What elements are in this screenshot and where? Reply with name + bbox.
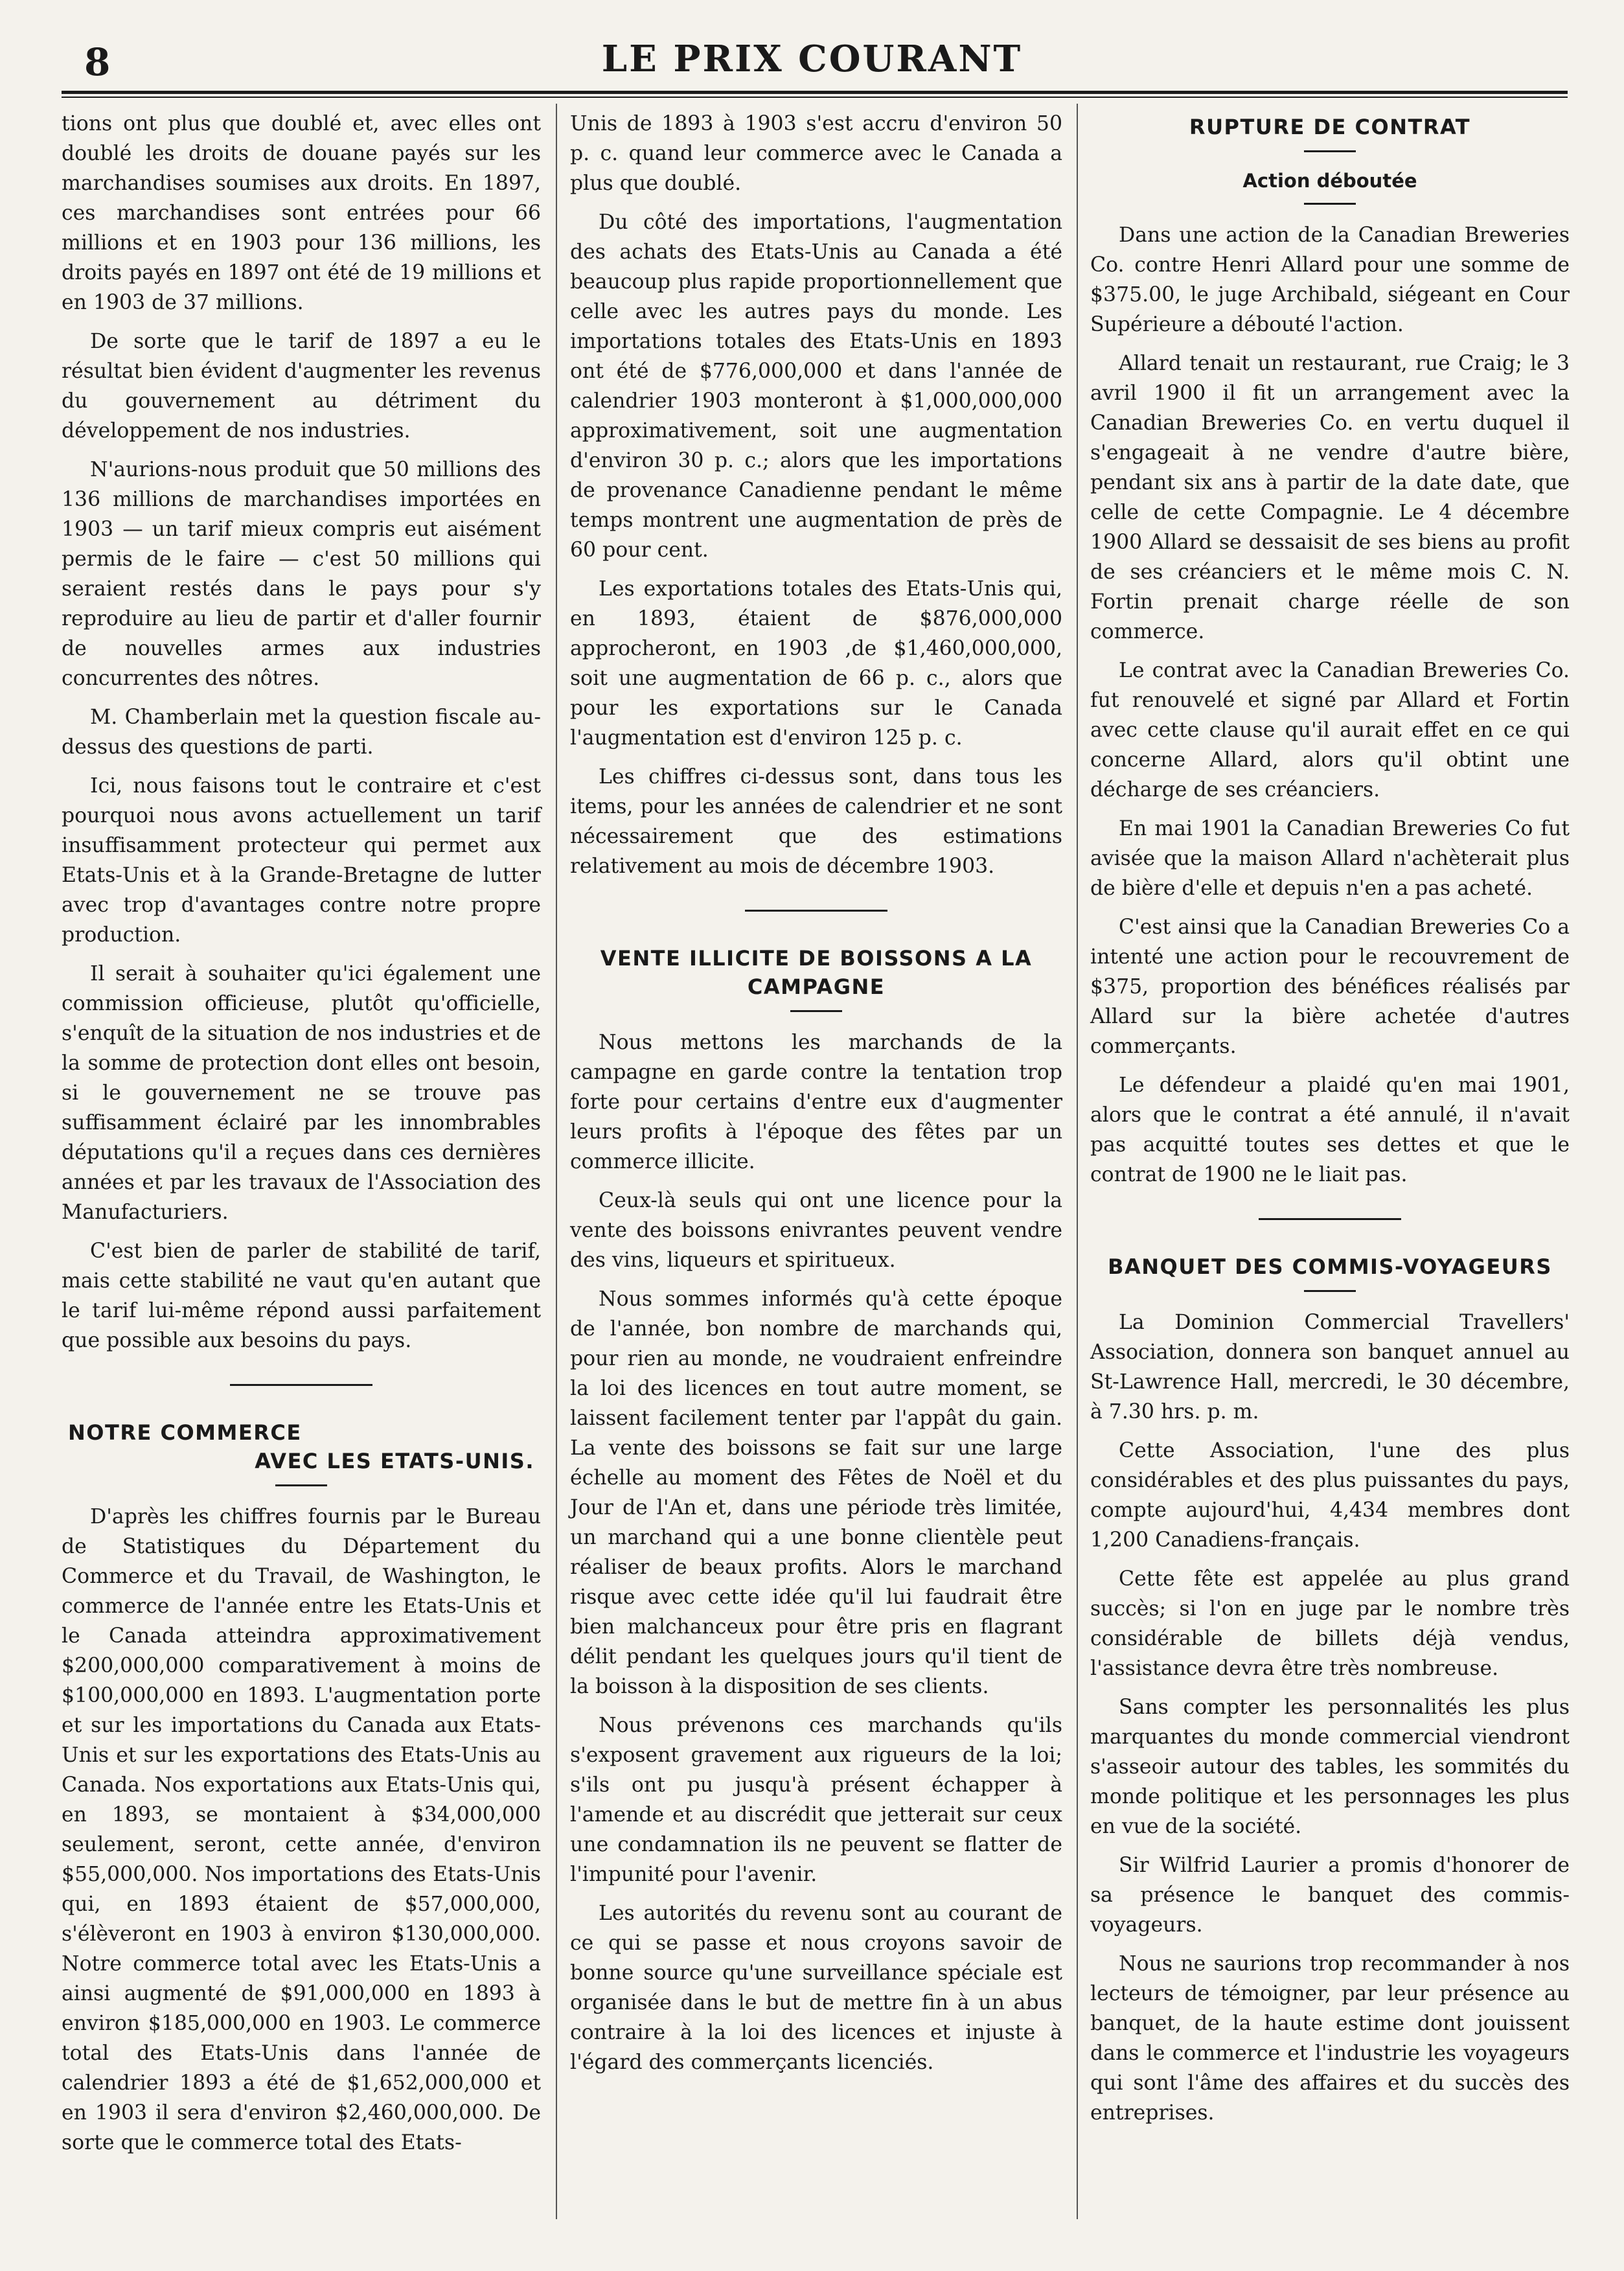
- column-1: [62, 109, 541, 2167]
- paragraph: M. Chamberlain met la question fiscale au-dessus des questions de parti.: [62, 706, 541, 759]
- column-divider: [1077, 104, 1078, 2219]
- page-number: 8: [84, 40, 111, 84]
- paragraph: En mai 1901 la Canadian Breweries Co fut avisée que la maison Allard n'achèterait plus de bière d'elle et depuis n'en a pas acheté.: [1090, 817, 1570, 900]
- masthead-title: LE PRIX COURANT: [601, 38, 1023, 80]
- paragraph: D'après les chiffres fournis par le Bureau de Statistiques du Département du Commerce et du Travail, de Washington, le commerce de l'année entre les Etats-Unis et le Canada atteindra approximativement $200,000,000 comparativement à moins de $100,000,000 en 1893. L'augmentation porte et sur les importations du Canada aux Etats-Unis et sur les exportations des Etats-Unis au Canada. Nos exportations aux Etats-Unis qui, en 1893, se montaient à $34,000,000 seulement, seront, cette année, d'environ $55,000,000. Nos importations des Etats-Unis qui, en 1893 étaient de $57,000,000, s'élèveront en 1903 à environ $130,000,000. Notre commerce total avec les Etats-Unis a ainsi augmenté de $91,000,000 en 1893 à environ $185,000,000 en 1903. Le commerce total des Etats-Unis dans l'année de calendrier 1893 a été de $1,652,000,000 et en 1903 il sera d'environ $2,460,000,000. De sorte que le commerce total des Etats-: [62, 1505, 541, 2154]
- paragraph: Le défendeur a plaidé qu'en mai 1901, alors que le contrat a été annulé, il n'avait pas acquitté toutes ses dettes et que le contrat de 1900 ne le liait pas.: [1090, 1074, 1570, 1186]
- paragraph: Nous sommes informés qu'à cette époque de l'année, bon nombre de marchands qui, pour rien au monde, ne voudraient enfreindre la loi des licences en tout autre moment, se laissent facilement tenter par l'appât du gain. La vente des boissons se fait sur une large échelle au moment des Fêtes de Noël et du Jour de l'An et, dans une période très limitée, un marchand qui a une bonne clientèle peut réaliser de beaux profits. Alors le marchand risque avec cette idée qu'il lui faudrait être bien malchanceux pour être pris en flagrant délit pendant les quelques jours qu'il tient de la boisson à la disposition de ses clients.: [570, 1287, 1062, 1698]
- paragraph: Les exportations totales des Etats-Unis qui, en 1893, étaient de $876,000,000 approcheront, en 1903 ,de $1,460,000,000, soit une augmentation de 66 p. c., alors que pour les exportations sur le Canada l'augmentation est d'environ 125 p. c.: [570, 577, 1062, 750]
- article-heading-line2: AVEC LES ETATS-UNIS.: [255, 1449, 534, 1473]
- article-heading-line1: NOTRE COMMERCE: [68, 1420, 302, 1445]
- header-rule: [62, 91, 1568, 98]
- paragraph: tions ont plus que doublé et, avec elles ont doublé les droits de douane payés sur les marchandises soumises aux droits. En 1897, ces marchandises sont entrées pour 66 millions et en 1903 pour 136 millions, les droits payés en 1897 ont été de 19 millions et en 1903 de 37 millions.: [62, 112, 541, 314]
- article-heading: BANQUET DES COMMIS-VOYAGEURS: [1108, 1254, 1552, 1279]
- column-3: [1090, 109, 1570, 2137]
- paragraph: Le contrat avec la Canadian Breweries Co. fut renouvelé et signé par Allard et Fortin avec cette clause qu'il aurait effet en ce qui concerne Allard, alors qu'il obtint une décharge de ses créanciers.: [1090, 659, 1570, 801]
- article-heading: VENTE ILLICITE DE BOISSONS A LA CAMPAGNE: [600, 946, 1033, 999]
- paragraph: Ici, nous faisons tout le contraire et c'est pourquoi nous avons actuellement un tarif insuffisamment protecteur qui permet aux Etats-Unis et à la Grande-Bretagne de lutter avec trop d'avantages contre notre propre production.: [62, 774, 541, 947]
- section-divider: [230, 1384, 372, 1386]
- section-divider: [1259, 1218, 1401, 1220]
- article-heading: RUPTURE DE CONTRAT: [1189, 115, 1471, 139]
- column-2: [570, 109, 1062, 2086]
- paragraph: Sans compter les personnalités les plus marquantes du monde commercial viendront s'asseoir autour des tables, les sommités du monde politique et les personnages les plus en vue de la société.: [1090, 1696, 1570, 1838]
- paragraph: Du côté des importations, l'augmentation des achats des Etats-Unis au Canada a été beaucoup plus rapide proportionnellement que celle avec les autres pays du monde. Les importations totales des Etats-Unis en 1893 ont été de $776,000,000 et dans l'année de calendrier 1903 monteront à $1,000,000,000 approximativement, soit une augmentation d'environ 30 p. c.; alors que les importations de provenance Canadienne pendant le même temps montrent une augmentation de près de 60 pour cent.: [570, 211, 1062, 562]
- paragraph: Nous prévenons ces marchands qu'ils s'exposent gravement aux rigueurs de la loi; s'ils ont pu jusqu'à présent échapper à l'amende et au discrédit que jetterait sur ceux une condamnation ils ne peuvent se flatter de l'impunité pour l'avenir.: [570, 1714, 1062, 1886]
- section-divider: [745, 910, 887, 912]
- paragraph: Cette Association, l'une des plus considérables et des plus puissantes du pays, compte aujourd'hui, 4,434 membres dont 1,200 Canadiens-français.: [1090, 1439, 1570, 1552]
- paragraph: Les autorités du revenu sont au courant de ce qui se passe et nous croyons savoir de bonne source qu'une surveillance spéciale est organisée dans le but de mettre fin à un abus contraire à la loi des licences et injuste à l'égard des commerçants licenciés.: [570, 1902, 1062, 2074]
- column-divider: [556, 104, 557, 2219]
- paragraph: C'est ainsi que la Canadian Breweries Co a intenté une action pour le recouvrement de $375, proportion des bénéfices réalisés par Allard sur la bière achetée d'autres commerçants.: [1090, 916, 1570, 1058]
- paragraph: Nous mettons les marchands de la campagne en garde contre la tentation trop forte pour certains d'entre eux d'augmenter leurs profits à l'époque des fêtes par un commerce illicite.: [570, 1031, 1062, 1173]
- paragraph: C'est bien de parler de stabilité de tarif, mais cette stabilité ne vaut qu'en autant que le tarif lui-même répond aussi parfaitement que possible aux besoins du pays.: [62, 1239, 541, 1352]
- paragraph: Les chiffres ci-dessus sont, dans tous les items, pour les années de calendrier et ne sont nécessairement que des estimations relativement au mois de décembre 1903.: [570, 765, 1062, 878]
- heading-rule: [1304, 150, 1356, 152]
- heading-rule: [790, 1010, 842, 1012]
- paragraph: Unis de 1893 à 1903 s'est accru d'environ 50 p. c. quand leur commerce avec le Canada a plus que doublé.: [570, 112, 1062, 195]
- article-subheading: Action déboutée: [1242, 170, 1417, 192]
- paragraph: La Dominion Commercial Travellers' Association, donnera son banquet annuel au St-Lawrence Hall, mercredi, le 30 décembre, à 7.30 hrs. p. m.: [1090, 1311, 1570, 1424]
- paragraph: Sir Wilfrid Laurier a promis d'honorer de sa présence le banquet des commis-voyageurs.: [1090, 1854, 1570, 1937]
- paragraph: Il serait à souhaiter qu'ici également une commission officieuse, plutôt qu'officielle, s'enquît de la situation de nos industries et de la somme de protection dont elles ont besoin, si le gouvernement ne se trouve pas suffisamment éclairé par les innombrables députations qu'il a reçues dans ces dernières années et par les travaux de l'Association des Manufacturiers.: [62, 962, 541, 1224]
- paragraph: Nous ne saurions trop recommander à nos lecteurs de témoigner, par leur présence au banquet, de la haute estime dont jouissent dans le commerce et l'industrie les voyageurs qui sont l'âme des affaires et du succès des entreprises.: [1090, 1952, 1570, 2125]
- paragraph: N'aurions-nous produit que 50 millions des 136 millions de marchandises importées en 1903 — un tarif mieux compris eut aisément permis de le faire — c'est 50 millions qui seraient restés dans le pays pour s'y reproduire au lieu de partir et d'aller fournir de nouvelles armes aux industries concurrentes des nôtres.: [62, 458, 541, 690]
- heading-rule: [275, 1484, 327, 1486]
- paragraph: Allard tenait un restaurant, rue Craig; le 3 avril 1900 il fit un arrangement avec la Canadian Breweries Co. en vertu duquel il s'engageait à ne vendre d'autre bière, pendant six ans à partir de la date date, que celle de cette Compagnie. Le 4 décembre 1900 Allard se dessaisit de ses biens au profit de ses créanciers et le même mois C. N. Fortin prenait charge réelle de son commerce.: [1090, 352, 1570, 643]
- heading-rule: [1304, 203, 1356, 205]
- paragraph: Dans une action de la Canadian Breweries Co. contre Henri Allard pour une somme de $375.00, le juge Archibald, siégeant en Cour Supérieure a débouté l'action.: [1090, 224, 1570, 336]
- paragraph: Cette fête est appelée au plus grand succès; si l'on en juge par le nombre très considérable de billets déjà vendus, l'assistance devra être très nombreuse.: [1090, 1567, 1570, 1680]
- paragraph: De sorte que le tarif de 1897 a eu le résultat bien évident d'augmenter les revenus du gouvernement au détriment du développement de nos industries.: [62, 330, 541, 443]
- paragraph: Ceux-là seuls qui ont une licence pour la vente des boissons enivrantes peuvent vendre des vins, liqueurs et spiritueux.: [570, 1189, 1062, 1272]
- heading-rule: [1304, 1290, 1356, 1292]
